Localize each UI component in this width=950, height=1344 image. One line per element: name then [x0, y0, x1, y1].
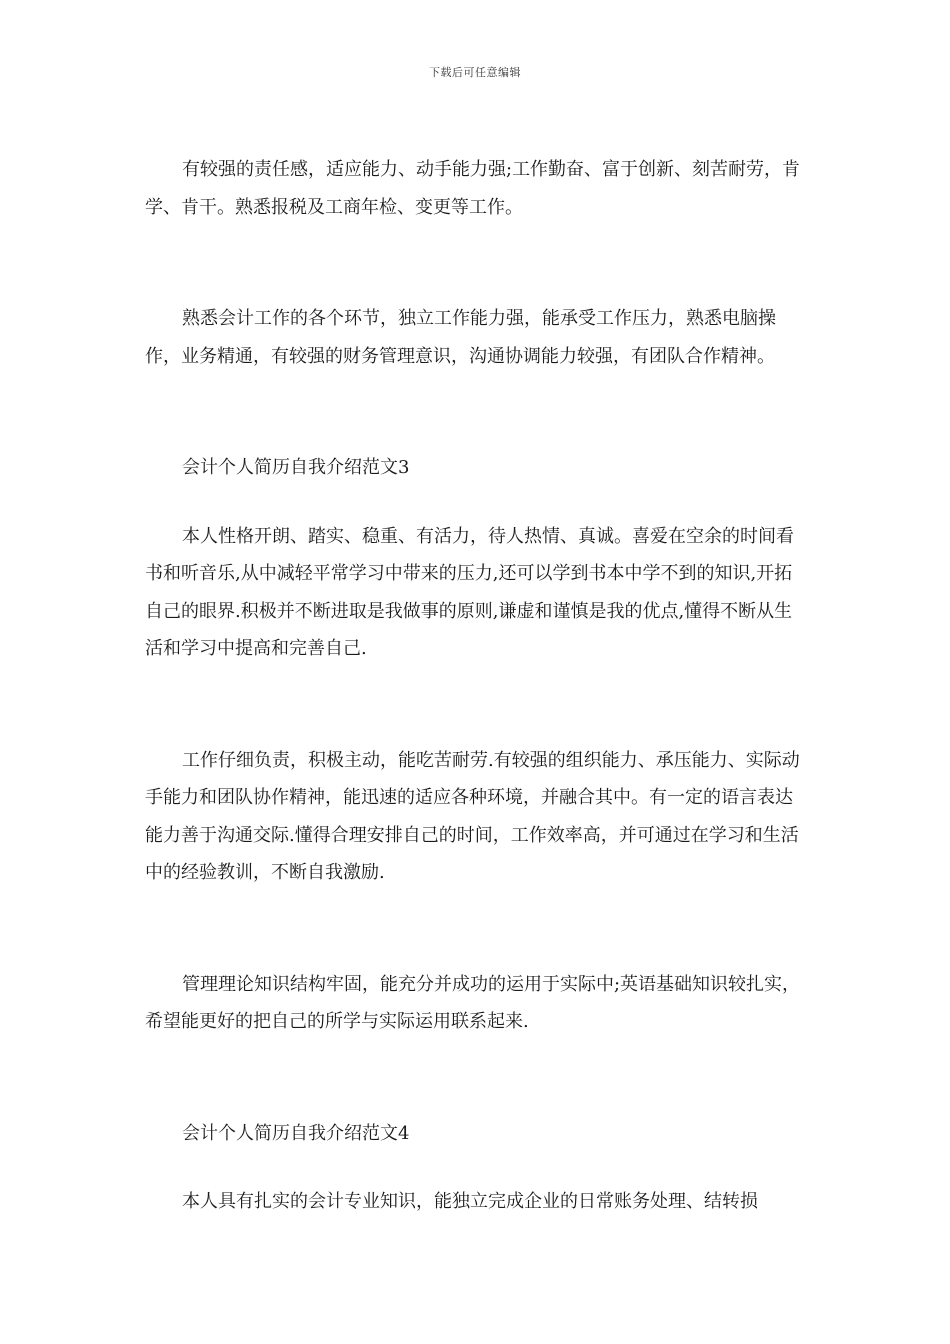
spacer: [145, 668, 810, 742]
paragraph-3: 本人性格开朗、踏实、稳重、有活力，待人热情、真诚。喜爱在空余的时间看书和听音乐,从中减轻平常学习中带来的压力,还可以学到书本中学不到的知识,开拓自己的眼界.积极并不断进取是我做事的原则,谦虚和谨慎是我的优点,懂得不断从生活和学习中提高和完善自己.: [145, 525, 794, 659]
paragraph-4: 工作仔细负责，积极主动，能吃苦耐劳.有较强的组织能力、承压能力、实际动手能力和团队协作精神，能迅速的适应各种环境，并融合其中。有一定的语言表达能力善于沟通交际.懂得合理安排自己的时间，工作效率高，并可通过在学习和生活中的经验教训，不断自我激励.: [145, 749, 800, 883]
paragraph-5: 管理理论知识结构牢固，能充分并成功的运用于实际中;英语基础知识较扎实，希望能更好的把自己的所学与实际运用联系起来.: [145, 973, 801, 1032]
document-body: [145, 151, 810, 1221]
paragraph-1: 有较强的责任感，适应能力、动手能力强;工作勤奋、富于创新、刻苦耐劳，肯学、肯干。熟悉报税及工商年检、变更等工作。: [145, 159, 801, 218]
spacer: [145, 226, 810, 300]
spacer: [145, 487, 810, 518]
spacer: [145, 892, 810, 966]
page-header-note: 下载后可任意编辑: [429, 66, 521, 79]
spacer: [145, 1041, 810, 1115]
spacer: [145, 375, 810, 449]
section-heading-4: 会计个人简历自我介绍范文4: [182, 1122, 410, 1144]
paragraph-2: 熟悉会计工作的各个环节，独立工作能力强，能承受工作压力，熟悉电脑操作，业务精通，有较强的财务管理意识，沟通协调能力较强，有团队合作精神。: [145, 308, 776, 367]
section-heading-3: 会计个人简历自我介绍范文3: [182, 457, 410, 478]
paragraph-6: 本人具有扎实的会计专业知识，能独立完成企业的日常账务处理、结转损: [182, 1191, 758, 1212]
spacer: [145, 1152, 810, 1183]
